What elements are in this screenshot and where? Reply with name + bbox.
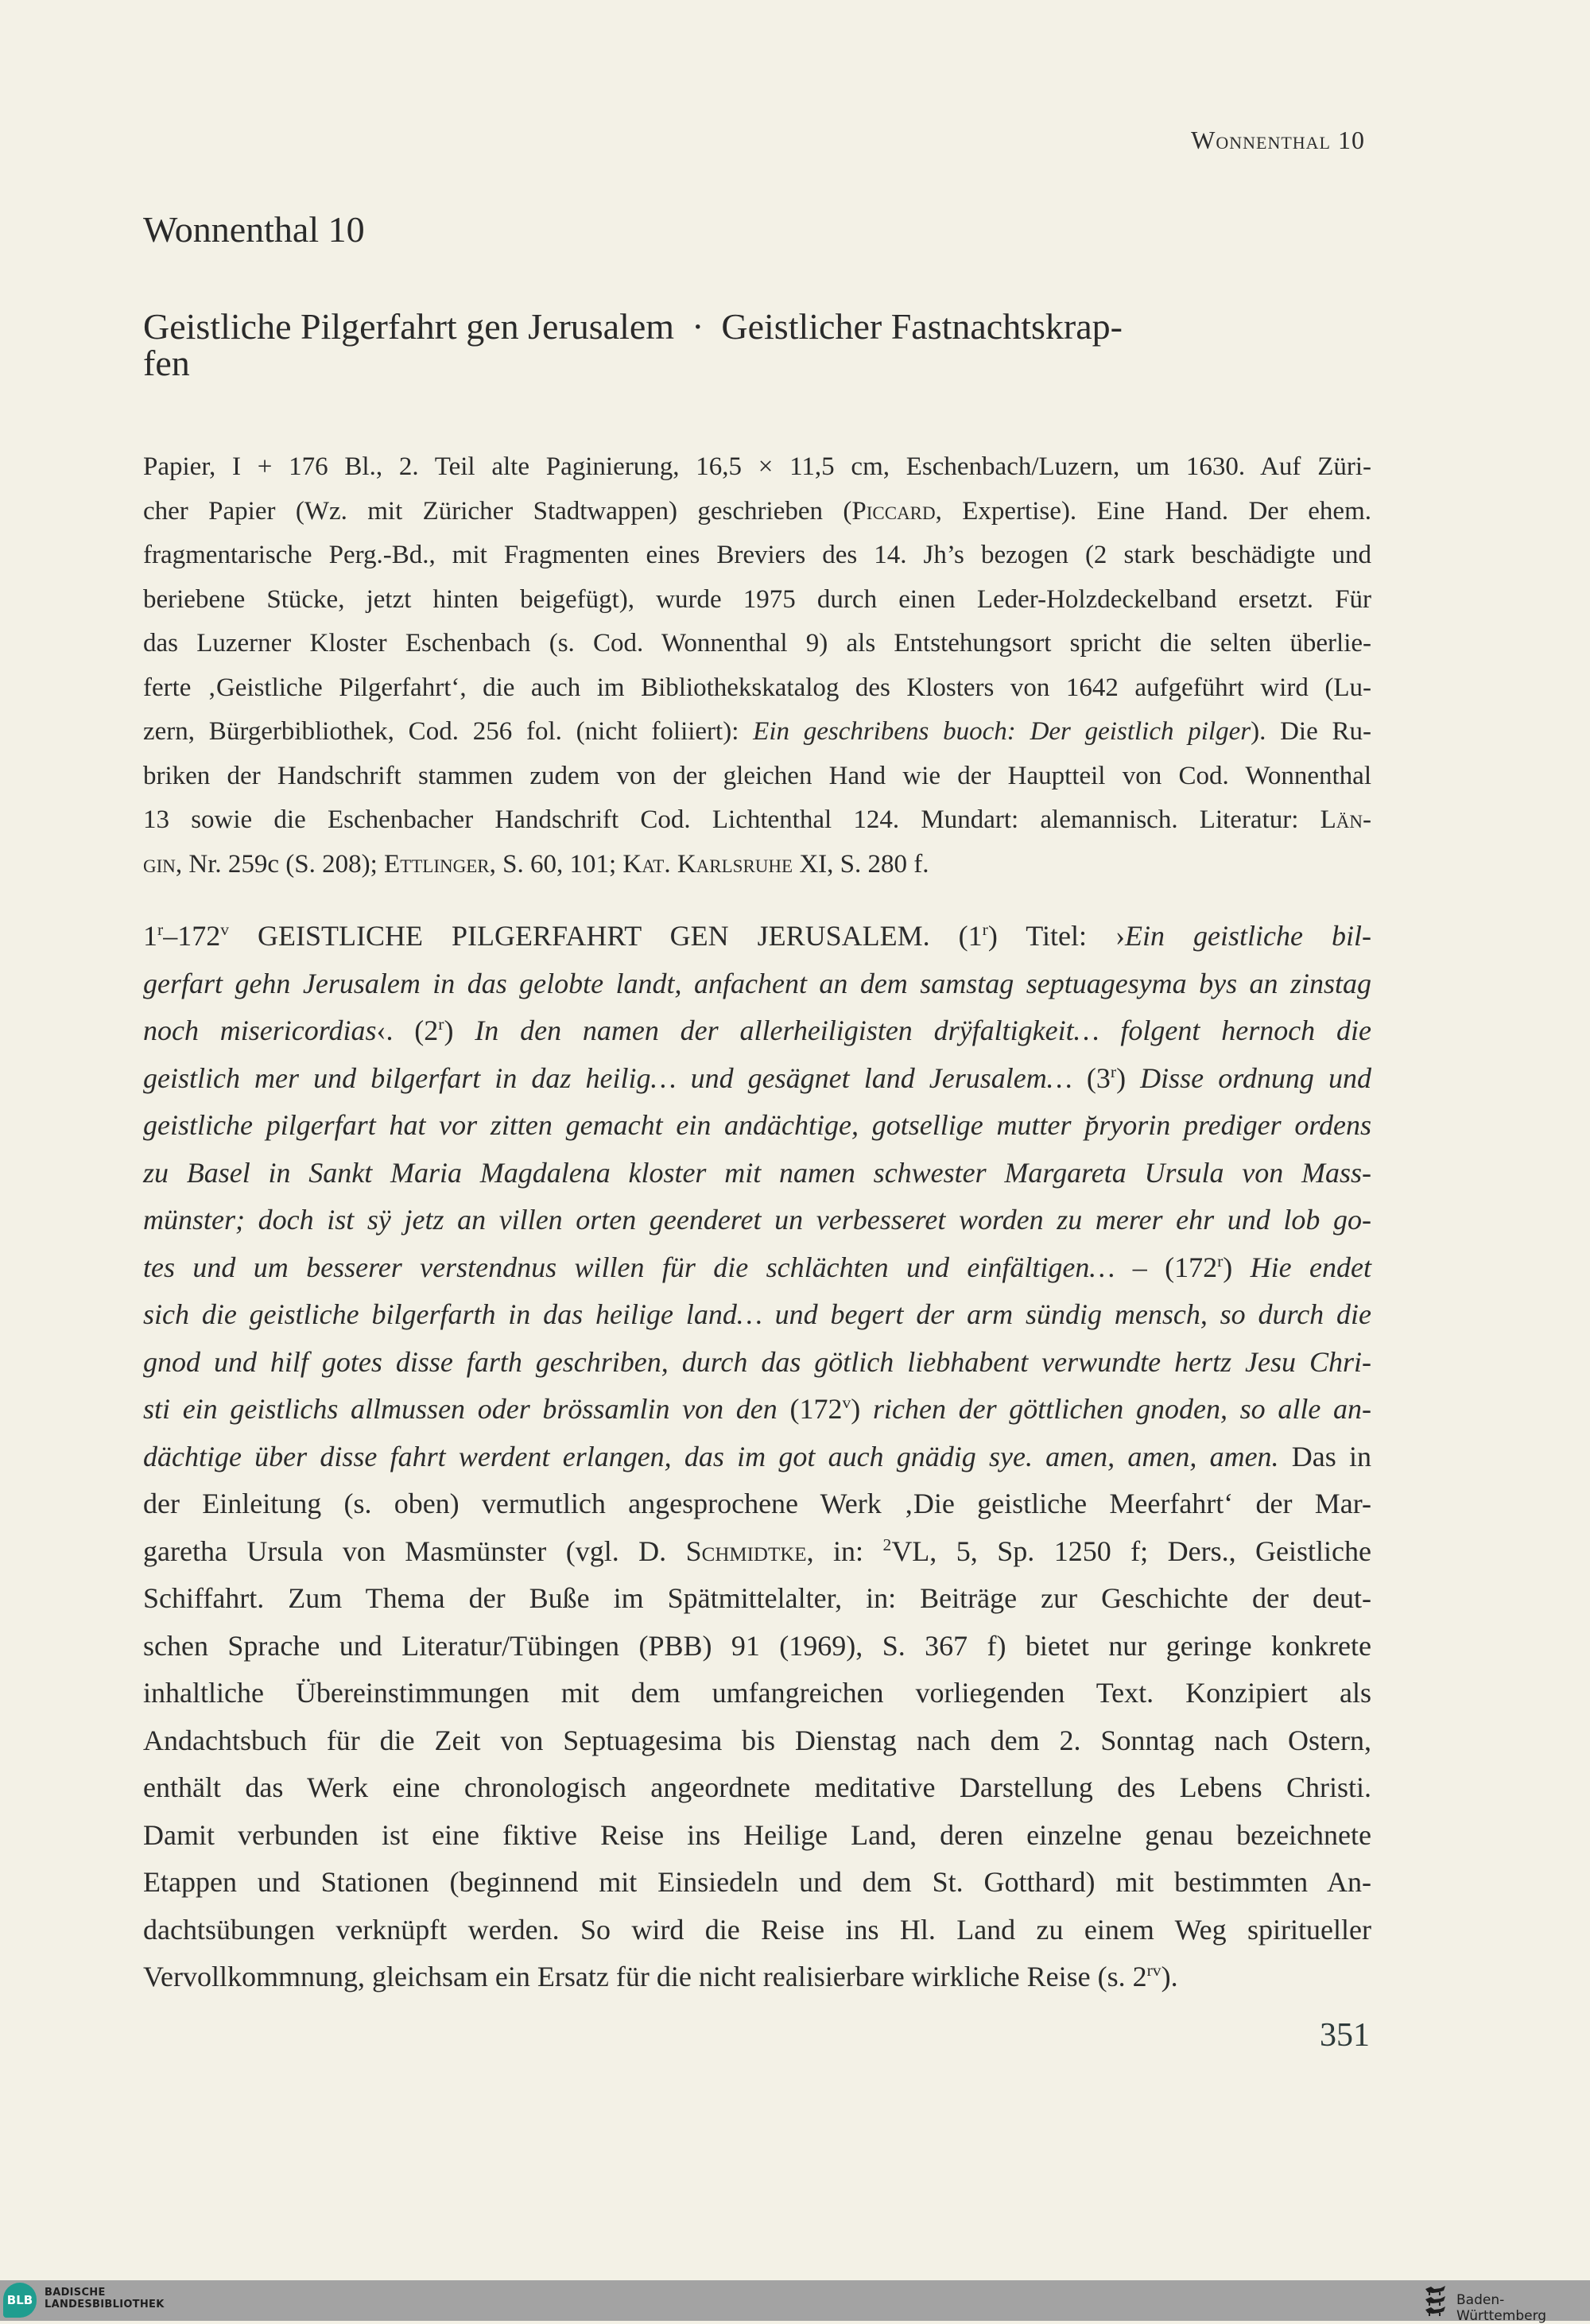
text-segment: ferte ‚Geistliche Pilgerfahrt‘, die auch im Bibliothekskatalog des Klosters von 1642 aufgeführt wird (Lu- bbox=[143, 673, 1371, 702]
text-segment: GEISTLICHE PILGERFAHRT GEN JERUSALEM. (1 bbox=[229, 920, 983, 952]
text-segment: Papier, I + 176 Bl., 2. Teil alte Paginierung, 16,5 × 11,5 cm, Eschenbach/Luzern, um 1630. Auf Züri- bbox=[143, 452, 1371, 481]
text-line bbox=[143, 960, 1371, 1008]
text-segment: Hie endet bbox=[1250, 1251, 1371, 1283]
text-line bbox=[143, 1623, 1371, 1670]
text-segment: Län- bbox=[1320, 805, 1371, 834]
text-segment: fragmentarische Perg.-Bd., mit Fragmenten eines Breviers des 14. Jh’s bezogen (2 stark beschädigte und bbox=[143, 541, 1371, 569]
text-segment: 13 sowie die Eschenbacher Handschrift Cod. Lichtenthal 124. Mundart: alemannisch. Literatur: bbox=[143, 805, 1320, 834]
blb-name[interactable] bbox=[45, 2287, 165, 2310]
text-line bbox=[143, 913, 1371, 960]
text-line bbox=[143, 843, 1371, 887]
text-segment: (3 bbox=[1072, 1061, 1111, 1094]
text-segment: tes und um besserer verstendnus willen für die schlächten und einfältigen… bbox=[143, 1251, 1115, 1283]
text-segment: enthält das Werk eine chronologisch angeordnete meditative Darstellung des Lebens Christi. bbox=[143, 1771, 1371, 1803]
text-segment: sti ein geistlichs allmussen oder brössamlin von den bbox=[143, 1393, 778, 1425]
text-segment: das Luzerner Kloster Eschenbach (s. Cod. Wonnenthal 9) als Entstehungsort spricht die selten überlie- bbox=[143, 629, 1371, 658]
running-head: Wonnenthal 10 bbox=[1191, 126, 1365, 154]
title-separator: · bbox=[692, 306, 704, 347]
text-segment: gnod und hilf gotes disse farth geschriben, durch das götlich liebhabent verwundte hertz Jesu Chri- bbox=[143, 1345, 1371, 1378]
text-segment: Ein geistliche bil- bbox=[1124, 920, 1371, 952]
text-segment: der Einleitung (s. oben) vermutlich angesprochene Werk ‚Die geistliche Meerfahrt‘ der Mar- bbox=[143, 1488, 1371, 1519]
blb-name-line-1: BADISCHE bbox=[45, 2287, 106, 2299]
text-segment: richen der göttlichen gnoden, so alle an- bbox=[872, 1393, 1371, 1425]
text-line bbox=[143, 1055, 1371, 1103]
text-line bbox=[143, 1386, 1371, 1434]
folio-superscript: r bbox=[1217, 1251, 1224, 1271]
text-segment: geistlich mer und bilgerfart in daz heilig… und gesägnet land Jerusalem… bbox=[143, 1061, 1072, 1094]
text-line bbox=[143, 490, 1371, 534]
text-line bbox=[143, 1670, 1371, 1717]
text-line bbox=[143, 1480, 1371, 1528]
text-line bbox=[143, 622, 1371, 666]
text-segment: cher Papier (Wz. mit Züricher Stadtwappen) geschrieben ( bbox=[143, 496, 852, 526]
text-segment: XI, S. 280 f. bbox=[793, 849, 929, 879]
text-segment: zern, Bürgerbibliothek, Cod. 256 fol. (nicht foliiert): bbox=[143, 717, 754, 746]
text-segment: sich die geistliche bilgerfarth in das heilige land… und begert der arm sündig mensch, so durch die bbox=[143, 1298, 1371, 1330]
text-segment: Ettlinger bbox=[384, 849, 490, 879]
text-segment: ). bbox=[1161, 1961, 1178, 1992]
blb-name-line-2: LANDESBIBLIOTHEK bbox=[45, 2299, 165, 2310]
text-segment: Schmidtke bbox=[685, 1534, 807, 1567]
text-segment: noch misericordias bbox=[143, 1015, 377, 1046]
text-line bbox=[143, 578, 1371, 623]
blb-logo-text: BLB bbox=[6, 2293, 33, 2307]
text-line bbox=[143, 1150, 1371, 1197]
text-segment: Damit verbunden ist eine fiktive Reise ins Heilige Land, deren einzelne genau bezeichnete bbox=[143, 1818, 1371, 1851]
text-segment: gin bbox=[143, 849, 176, 879]
content-description bbox=[143, 913, 1371, 2001]
text-segment: schen Sprache und Literatur/Tübingen (PBB) 91 (1969), S. 367 f) bietet nur geringe konkrete bbox=[143, 1629, 1371, 1662]
text-line bbox=[143, 1007, 1371, 1055]
text-segment: inhaltliche Übereinstimmungen mit dem umfangreichen vorliegenden Text. Konzipiert als bbox=[143, 1677, 1371, 1709]
text-segment: dachtsübungen verknüpft werden. So wird die Reise ins Hl. Land zu einem Weg spiritueller bbox=[143, 1913, 1371, 1946]
text-line bbox=[143, 1291, 1371, 1339]
text-segment: Piccard bbox=[851, 496, 936, 526]
text-segment: ) bbox=[1116, 1061, 1141, 1094]
text-line bbox=[143, 1434, 1371, 1481]
text-segment: briken der Handschrift stammen zudem von der gleichen Hand wie der Hauptteil von Cod. Wonnenthal bbox=[143, 761, 1371, 790]
text-segment: Kat. Karlsruhe bbox=[622, 849, 793, 879]
text-segment: VL, 5, Sp. 1250 f; Ders., Geistliche bbox=[891, 1534, 1371, 1567]
text-segment: , in: bbox=[806, 1534, 883, 1567]
text-segment: 1 bbox=[143, 920, 157, 952]
text-line bbox=[143, 666, 1371, 711]
text-segment: zu Basel in Sankt Maria Magdalena kloster mit namen schwester Margareta Ursula von Mass- bbox=[143, 1156, 1371, 1189]
text-line bbox=[143, 1859, 1371, 1907]
text-segment: dächtige über disse fahrt werdent erlangen, das im got auch gnädig sye. amen, amen, amen. bbox=[143, 1440, 1279, 1472]
page-number: 351 bbox=[1320, 2017, 1370, 2054]
text-line bbox=[143, 1812, 1371, 1860]
text-line bbox=[143, 1102, 1371, 1150]
text-line bbox=[143, 1528, 1371, 1576]
text-segment: , Expertise). Eine Hand. Der ehem. bbox=[935, 496, 1371, 526]
text-line bbox=[143, 445, 1371, 490]
text-line bbox=[143, 1953, 1371, 2001]
text-line bbox=[143, 1764, 1371, 1812]
text-segment: ). Die Ru- bbox=[1251, 717, 1372, 746]
text-segment: ) Titel: › bbox=[987, 920, 1125, 952]
text-line bbox=[143, 1907, 1371, 1954]
text-line bbox=[143, 798, 1371, 843]
blb-logo-icon[interactable] bbox=[3, 2283, 37, 2318]
text-segment: , Nr. 259c (S. 208); bbox=[175, 849, 385, 879]
text-segment: ‹. (2 bbox=[376, 1015, 439, 1046]
text-line bbox=[143, 755, 1371, 799]
footer-bar bbox=[0, 2280, 1590, 2324]
text-segment: ) bbox=[1223, 1251, 1251, 1283]
text-segment: ) bbox=[444, 1015, 475, 1046]
text-segment: beriebene Stücke, jetzt hinten beigefügt), wurde 1975 durch einen Leder-Holzdeckelband ersetzt. Für bbox=[143, 584, 1371, 614]
text-segment: gerfart gehn Jerusalem in das gelobte landt, anfachent an dem samstag septuagesyma bys an zinstag bbox=[143, 967, 1371, 999]
text-line bbox=[143, 1339, 1371, 1387]
text-line bbox=[143, 1197, 1371, 1244]
folio-superscript: r bbox=[438, 1015, 444, 1034]
text-segment: In den namen der allerheiligisten drÿfaltigkeit… folgent hernoch die bbox=[475, 1015, 1371, 1046]
title-part-2-line-2: fen bbox=[143, 343, 190, 383]
text-segment: – (172 bbox=[1115, 1251, 1218, 1283]
text-segment: Vervollkommnung, gleichsam ein Ersatz für die nicht realisierbare wirkliche Reise (s. 2 bbox=[143, 1961, 1147, 1992]
coat-of-arms-icon bbox=[1423, 2284, 1448, 2318]
title-part-1: Geistliche Pilgerfahrt gen Jerusalem bbox=[143, 306, 675, 347]
text-segment: Andachtsbuch für die Zeit von Septuagesima bis Dienstag nach dem 2. Sonntag nach Ostern, bbox=[143, 1724, 1371, 1756]
folio-superscript: v bbox=[842, 1393, 851, 1412]
text-segment: garetha Ursula von Masmünster (vgl. D. bbox=[143, 1534, 686, 1567]
text-segment: Disse ordnung und bbox=[1140, 1061, 1371, 1094]
folio-superscript: 2 bbox=[882, 1534, 892, 1554]
manuscript-title bbox=[143, 308, 1371, 382]
text-line bbox=[143, 710, 1371, 755]
manuscript-signature: Wonnenthal 10 bbox=[143, 209, 365, 250]
text-segment: geistliche pilgerfart hat vor zitten gemacht ein andächtige, gotsellige mutter p̆ryorin prediger ordens bbox=[143, 1109, 1371, 1141]
baden-wuerttemberg-label[interactable]: Baden-Württemberg bbox=[1456, 2292, 1547, 2324]
text-segment: Ein geschribens buoch: Der geistlich pilger bbox=[753, 717, 1251, 746]
text-segment: (172 bbox=[777, 1393, 843, 1425]
title-part-2-line-1: Geistlicher Fastnachtskrap- bbox=[721, 306, 1123, 347]
folio-superscript: r bbox=[982, 920, 988, 939]
folio-superscript: v bbox=[220, 920, 229, 939]
text-segment: , S. 60, 101; bbox=[489, 849, 623, 879]
text-line bbox=[143, 1575, 1371, 1623]
text-segment: –172 bbox=[163, 920, 221, 952]
codicological-description bbox=[143, 445, 1371, 887]
folio-superscript: rv bbox=[1146, 1961, 1161, 1980]
text-line bbox=[143, 1717, 1371, 1765]
folio-superscript: r bbox=[1110, 1061, 1117, 1081]
text-segment: münster; doch ist sÿ jetz an villen orten geenderet un verbesseret worden zu merer ehr und lob go- bbox=[143, 1204, 1371, 1236]
folio-superscript: r bbox=[157, 920, 164, 939]
text-segment: ) bbox=[851, 1393, 873, 1425]
text-segment: Etappen und Stationen (beginnend mit Einsiedeln und dem St. Gotthard) mit bestimmten An- bbox=[143, 1866, 1371, 1898]
text-segment: Schiffahrt. Zum Thema der Buße im Spätmittelalter, in: Beiträge zur Geschichte der deut- bbox=[143, 1582, 1371, 1614]
text-segment: Das in bbox=[1278, 1440, 1371, 1472]
text-line bbox=[143, 1244, 1371, 1292]
text-line bbox=[143, 533, 1371, 578]
